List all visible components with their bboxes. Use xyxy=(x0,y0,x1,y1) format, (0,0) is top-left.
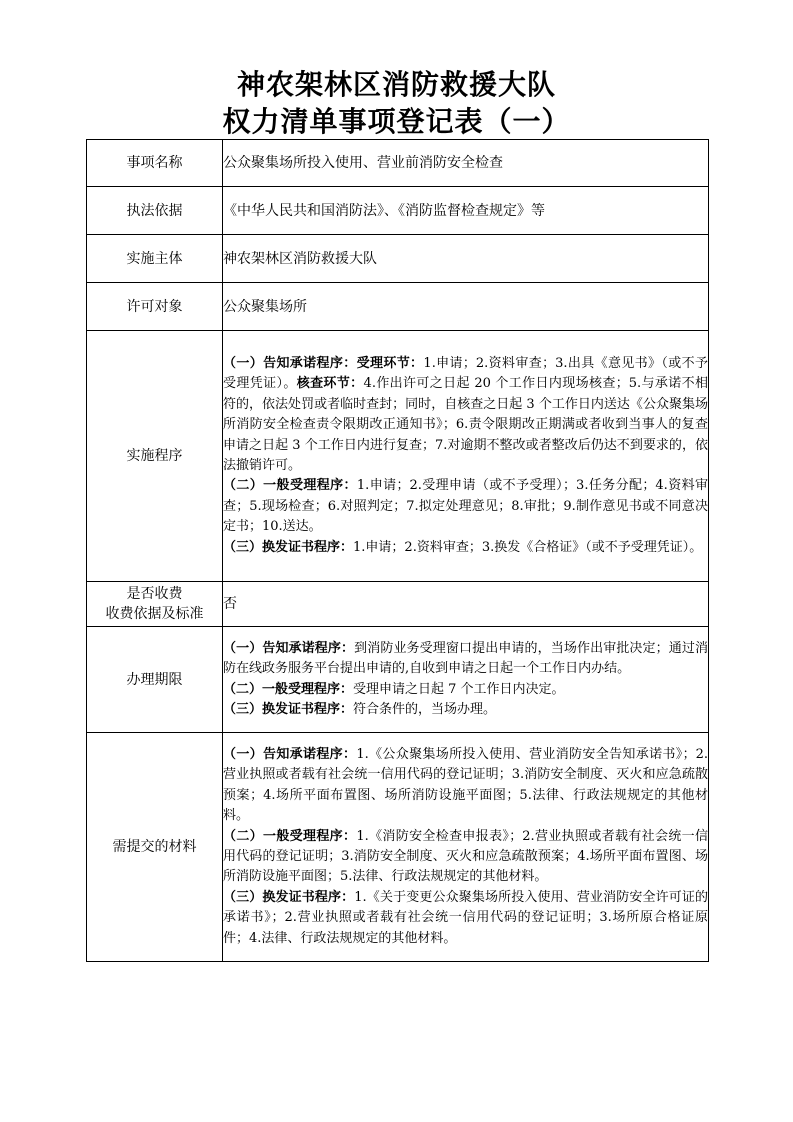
legal-basis-label: 执法依据 xyxy=(87,187,223,235)
materials-p3-text: 1.《关于变更公众聚集场所投入使用、营业消防安全许可证的承诺书》；2.营业执照或者载有社会统一信用代码的登记证明；3.场所原合格证原件；4.法律、行政法规规定的其他材料。 xyxy=(223,889,708,946)
fee-label-line2: 收费依据及标准 xyxy=(105,606,204,622)
procedure-p1-text-2: 4.作出许可之日起 20 个工作日内现场核查；5.与承诺不相符的，依法处罚或者临时查封；同时，自核查之日起 3 个工作日内送达《公众聚集场所消防安全检查责令限期改正通知书》；6.责令限期改正期满或者收到当事人的复查申请之日起 3 个工作日内进行复查；7.对逾期不整改或者整改后仍达不到要求的，依法撤销许可。 xyxy=(223,376,708,473)
materials-paragraph-3 xyxy=(223,888,708,949)
row-time-limit xyxy=(87,627,709,733)
document-title-line2: 权力清单事项登记表（一） xyxy=(222,105,571,138)
license-object-value: 公众聚集场所 xyxy=(223,283,709,331)
row-legal-basis xyxy=(87,187,709,235)
time-limit-p2-text: 受理申请之日起 7 个工作日内决定。 xyxy=(353,681,565,697)
procedure-p3-text: 1.申请；2.资料审查；3.换发《合格证》（或不予受理凭证）。 xyxy=(353,539,703,555)
fee-label-line1: 是否收费 xyxy=(126,586,183,602)
materials-content xyxy=(223,733,709,962)
procedure-p1-text-1: 1.申请；2.资料审查；3.出具《意见书》（或不予受理凭证）。 xyxy=(223,355,708,392)
implementing-body-value: 神农架林区消防救援大队 xyxy=(223,235,709,283)
procedure-content xyxy=(223,331,709,582)
row-item-name xyxy=(87,140,709,187)
materials-p1-text: 1.《公众聚集场所投入使用、营业消防安全告知承诺书》；2.营业执照或者载有社会统一信用代码的登记证明；3.消防安全制度、灭火和应急疏散预案；4.场所平面布置图、场所消防设施平面图；5.法律、行政法规规定的其他材料。 xyxy=(223,746,708,824)
item-name-label: 事项名称 xyxy=(87,140,223,187)
procedure-label: 实施程序 xyxy=(87,331,223,582)
legal-basis-value: 《中华人民共和国消防法》、《消防监督检查规定》等 xyxy=(223,187,709,235)
document-title-line1: 神农架林区消防救援大队 xyxy=(236,68,556,101)
time-limit-p3-keyword: （三）换发证书程序： xyxy=(223,701,354,717)
procedure-paragraph-3 xyxy=(223,538,708,558)
row-fee xyxy=(87,582,709,627)
row-materials xyxy=(87,733,709,962)
row-license-object xyxy=(87,283,709,331)
procedure-p3-keyword: （三）换发证书程序： xyxy=(223,539,354,555)
registration-table xyxy=(86,139,709,962)
procedure-p2-text: 1.申请；2.受理申请（或不予受理）；3.任务分配；4.资料审查；5.现场检查；6.对照判定；7.拟定处理意见；8.审批；9.制作意见书或不同意决定书；10.送达。 xyxy=(223,478,708,535)
fee-label xyxy=(87,582,223,627)
fee-value: 否 xyxy=(223,582,709,627)
procedure-p2-keyword: （二）一般受理程序： xyxy=(223,478,357,494)
procedure-paragraph-1 xyxy=(223,354,708,476)
materials-p3-keyword: （三）换发证书程序： xyxy=(223,889,355,905)
time-limit-label: 办理期限 xyxy=(87,627,223,733)
time-limit-p3-text: 符合条件的，当场办理。 xyxy=(353,701,497,717)
time-limit-content xyxy=(223,627,709,733)
row-procedure xyxy=(87,331,709,582)
materials-p2-text: 1.《消防安全检查申报表》；2.营业执照或者载有社会统一信用代码的登记证明；3.消防安全制度、灭火和应急疏散预案；4.场所平面布置图、场所消防设施平面图；5.法律、行政法规规定的其他材料。 xyxy=(223,828,708,885)
time-limit-paragraph-1 xyxy=(223,639,708,680)
procedure-p1-keyword-2: 核查环节： xyxy=(296,376,364,392)
item-name-value: 公众聚集场所投入使用、营业前消防安全检查 xyxy=(223,140,709,187)
materials-p2-keyword: （二）一般受理程序： xyxy=(223,828,357,844)
implementing-body-label: 实施主体 xyxy=(87,235,223,283)
time-limit-paragraph-2 xyxy=(223,680,708,700)
materials-paragraph-2 xyxy=(223,827,708,888)
materials-p1-keyword: （一）告知承诺程序： xyxy=(223,746,357,762)
time-limit-p1-text: 到消防业务受理窗口提出申请的，当场作出审批决定；通过消防在线政务服务平台提出申请的,自收到申请之日起一个工作日内办结。 xyxy=(223,640,708,677)
materials-label: 需提交的材料 xyxy=(87,733,223,962)
time-limit-p2-keyword: （二）一般受理程序： xyxy=(223,681,354,697)
materials-paragraph-1 xyxy=(223,745,708,827)
license-object-label: 许可对象 xyxy=(87,283,223,331)
procedure-paragraph-2 xyxy=(223,476,708,537)
row-implementing-body xyxy=(87,235,709,283)
time-limit-p1-keyword: （一）告知承诺程序： xyxy=(223,640,355,656)
time-limit-paragraph-3 xyxy=(223,700,708,720)
procedure-p1-keyword-1: （一）告知承诺程序：受理环节： xyxy=(223,355,424,371)
